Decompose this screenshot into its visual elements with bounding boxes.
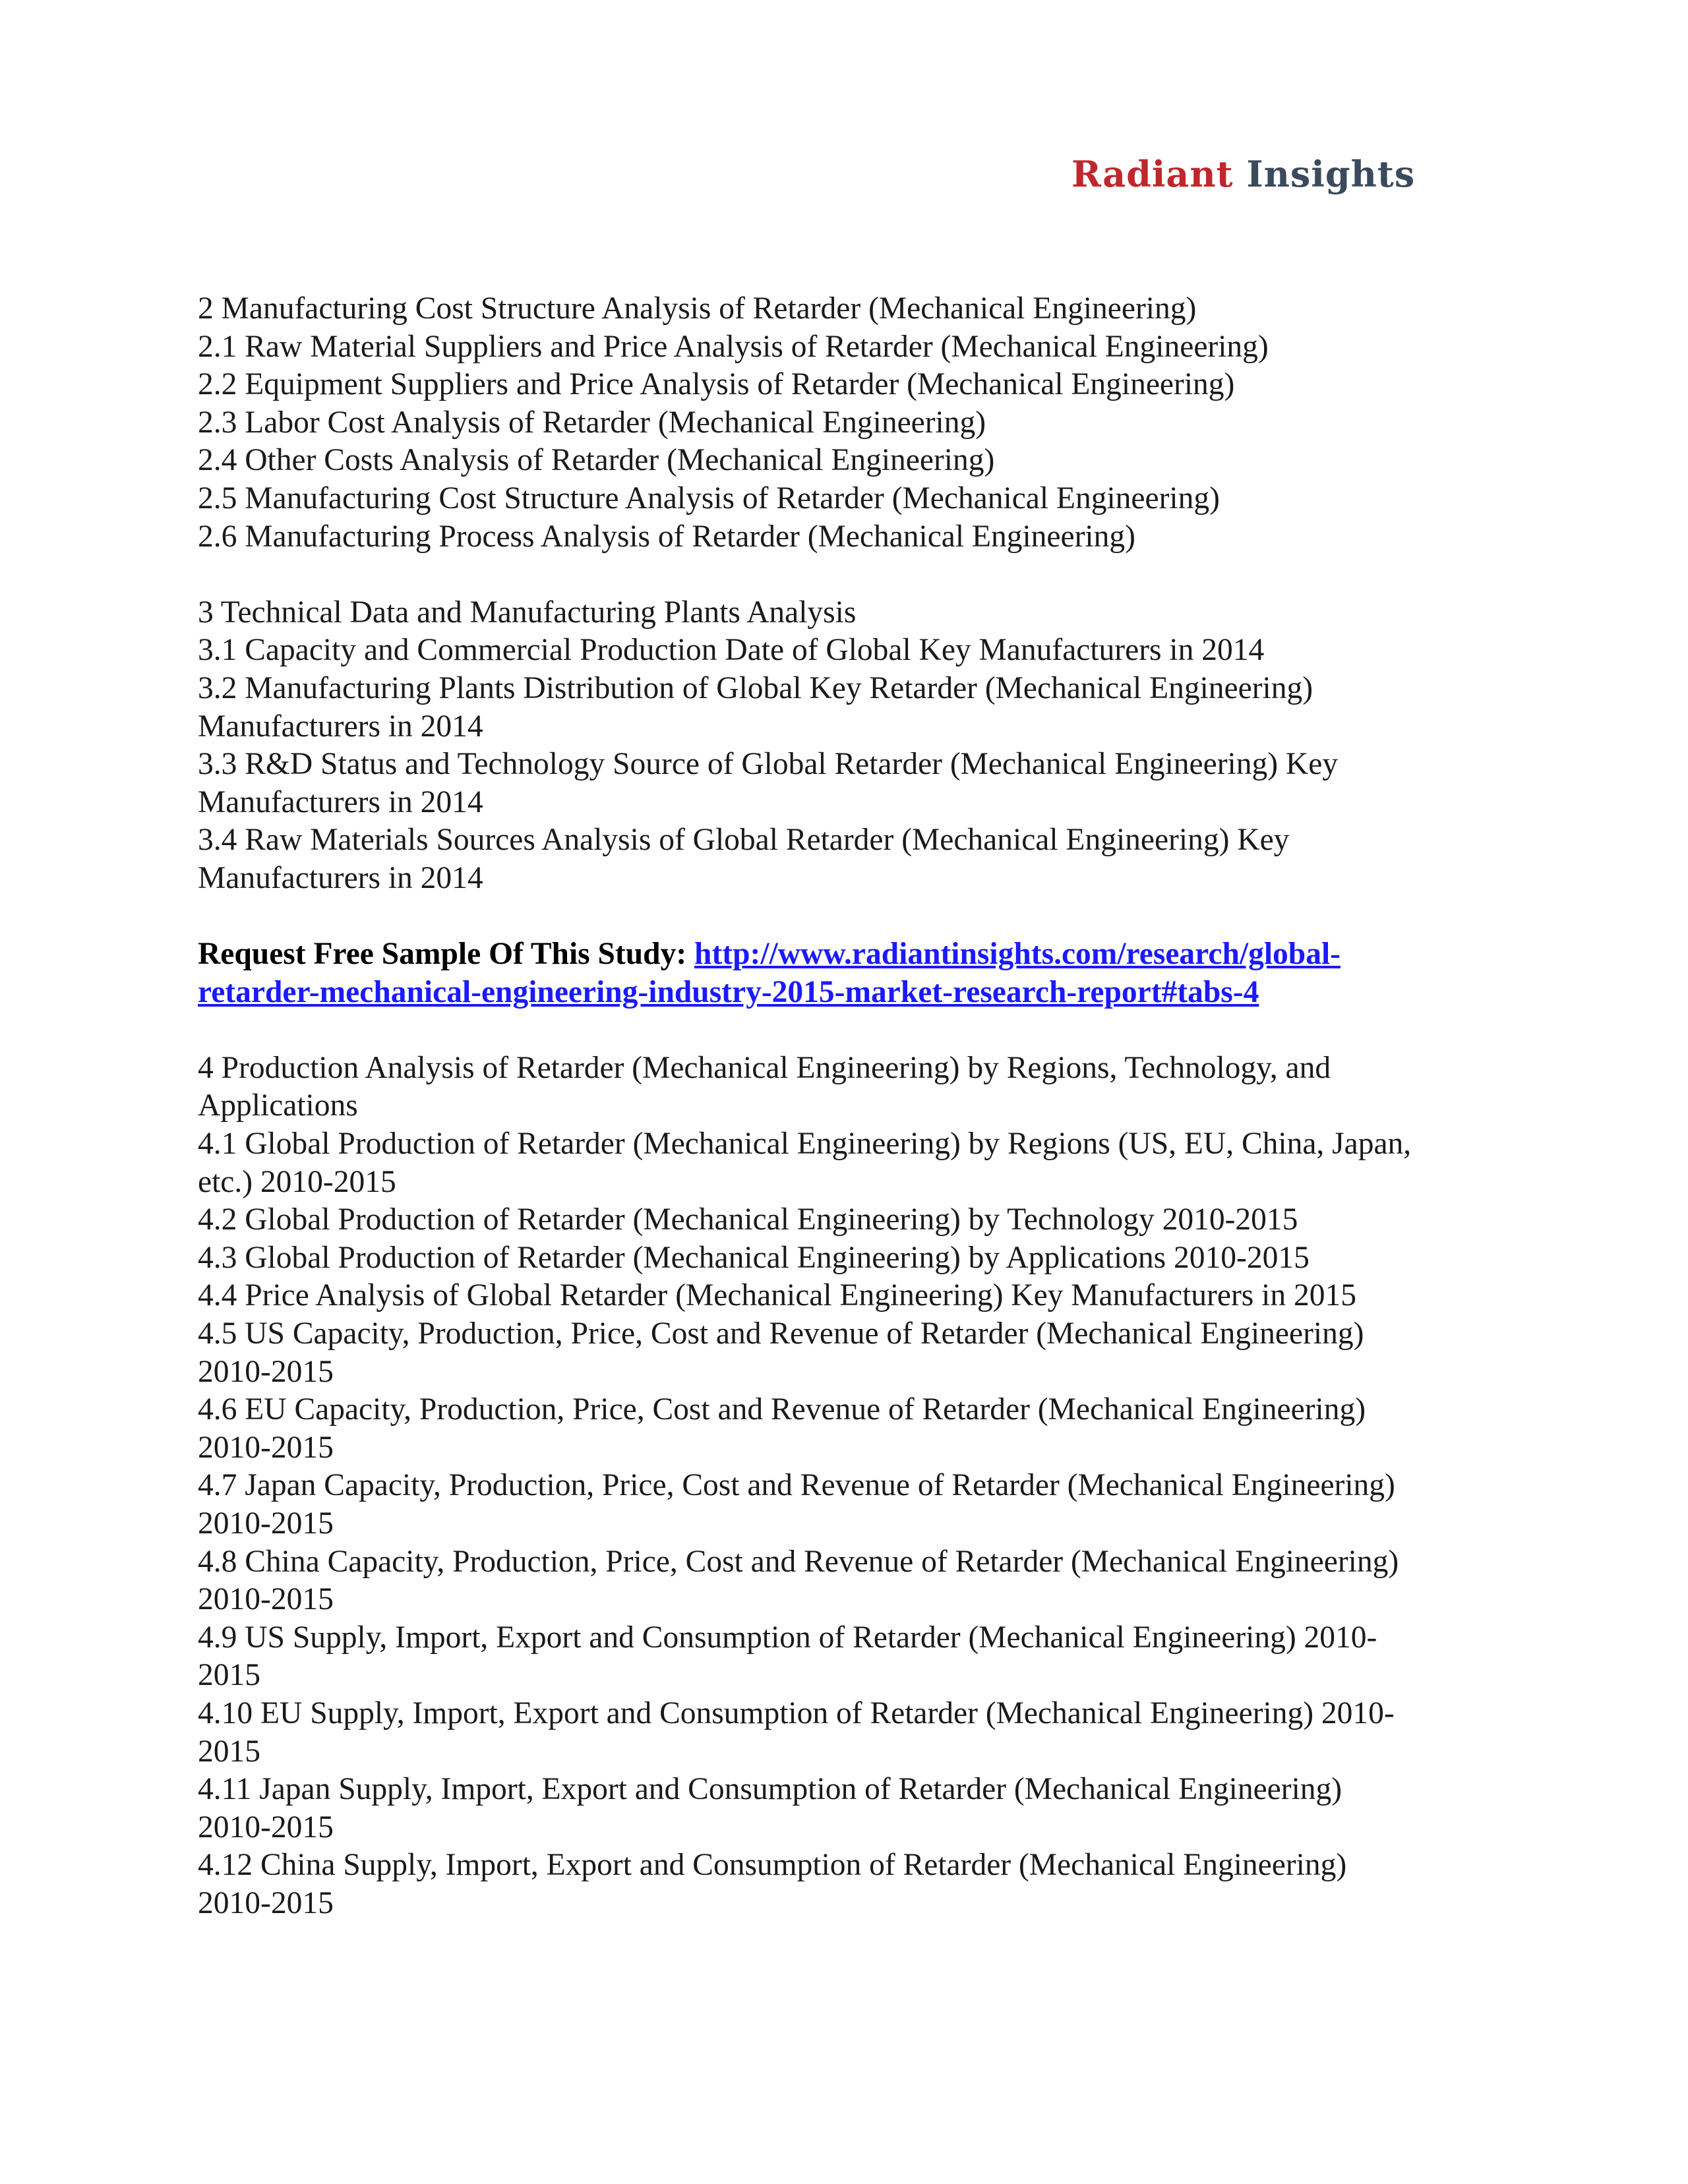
section-3	[198, 594, 1503, 898]
toc-line: Manufacturers in 2014	[198, 784, 483, 819]
section-2	[198, 290, 1503, 556]
toc-line: 3.2 Manufacturing Plants Distribution of Global Key Retarder (Mechanical Engineering)	[198, 670, 1313, 705]
toc-line: 2015	[198, 1734, 260, 1769]
toc-line: 2010-2015	[198, 1506, 334, 1541]
toc-line: Manufacturers in 2014	[198, 709, 483, 744]
toc-line: Manufacturers in 2014	[198, 860, 483, 895]
toc-line: 2.6 Manufacturing Process Analysis of Retarder (Mechanical Engineering)	[198, 519, 1135, 554]
logo-word-radiant: Radiant	[1071, 153, 1234, 195]
section-4	[198, 1049, 1503, 1923]
toc-line: 2.1 Raw Material Suppliers and Price Analysis of Retarder (Mechanical Engineering)	[198, 329, 1269, 364]
request-sample-line-2	[198, 974, 1503, 1012]
radiant-insights-logo	[1071, 153, 1415, 195]
toc-line: 2.5 Manufacturing Cost Structure Analysis of Retarder (Mechanical Engineering)	[198, 481, 1220, 516]
toc-line: 4.7 Japan Capacity, Production, Price, Cost and Revenue of Retarder (Mechanical Engineering)	[198, 1468, 1395, 1503]
request-sample-block	[198, 935, 1503, 1011]
toc-line: 4.3 Global Production of Retarder (Mechanical Engineering) by Applications 2010-2015	[198, 1240, 1310, 1275]
toc-line: 4.10 EU Supply, Import, Export and Consumption of Retarder (Mechanical Engineering) 2010-	[198, 1696, 1395, 1730]
sample-link-part-2[interactable]: retarder-mechanical-engineering-industry-2015-market-research-report#tabs-4	[198, 974, 1259, 1009]
toc-line: 4.9 US Supply, Import, Export and Consumption of Retarder (Mechanical Engineering) 2010-	[198, 1620, 1377, 1655]
document-body	[198, 290, 1503, 1961]
toc-line: 4.12 China Supply, Import, Export and Consumption of Retarder (Mechanical Engineering)	[198, 1848, 1347, 1883]
section-4-heading: 4 Production Analysis of Retarder (Mechanical Engineering) by Regions, Technology, and	[198, 1050, 1331, 1085]
section-2-heading: 2 Manufacturing Cost Structure Analysis of Retarder (Mechanical Engineering)	[198, 291, 1197, 326]
toc-line: 4.2 Global Production of Retarder (Mechanical Engineering) by Technology 2010-2015	[198, 1202, 1298, 1237]
toc-line: 2.2 Equipment Suppliers and Price Analysis of Retarder (Mechanical Engineering)	[198, 367, 1235, 402]
section-3-heading: 3 Technical Data and Manufacturing Plants Analysis	[198, 595, 857, 630]
request-sample-label: Request Free Sample Of This Study:	[198, 937, 695, 972]
toc-line: 4.4 Price Analysis of Global Retarder (Mechanical Engineering) Key Manufacturers in 2015	[198, 1278, 1356, 1313]
toc-line: etc.) 2010-2015	[198, 1164, 396, 1199]
toc-line: 2010-2015	[198, 1810, 334, 1845]
toc-line: 2.4 Other Costs Analysis of Retarder (Mechanical Engineering)	[198, 443, 995, 478]
toc-line: 2010-2015	[198, 1885, 334, 1920]
toc-line: 4.6 EU Capacity, Production, Price, Cost and Revenue of Retarder (Mechanical Engineering)	[198, 1392, 1366, 1427]
toc-line: 3.1 Capacity and Commercial Production Date of Global Key Manufacturers in 2014	[198, 633, 1265, 668]
toc-line: 4.1 Global Production of Retarder (Mechanical Engineering) by Regions (US, EU, China, Japan,	[198, 1127, 1412, 1162]
toc-line: 3.3 R&D Status and Technology Source of Global Retarder (Mechanical Engineering) Key	[198, 747, 1339, 782]
toc-line: 2010-2015	[198, 1430, 334, 1465]
toc-line: 4.11 Japan Supply, Import, Export and Consumption of Retarder (Mechanical Engineering)	[198, 1772, 1342, 1807]
toc-line: 3.4 Raw Materials Sources Analysis of Global Retarder (Mechanical Engineering) Key	[198, 823, 1290, 858]
toc-line: Applications	[198, 1088, 358, 1123]
toc-line: 2.3 Labor Cost Analysis of Retarder (Mechanical Engineering)	[198, 405, 986, 440]
toc-line: 4.5 US Capacity, Production, Price, Cost and Revenue of Retarder (Mechanical Engineering)	[198, 1316, 1364, 1351]
toc-line: 4.8 China Capacity, Production, Price, Cost and Revenue of Retarder (Mechanical Engineering)	[198, 1544, 1399, 1579]
toc-line: 2010-2015	[198, 1582, 334, 1617]
toc-line: 2010-2015	[198, 1354, 334, 1389]
request-sample-line-1	[198, 935, 1503, 974]
toc-line: 2015	[198, 1658, 260, 1693]
logo-word-insights: Insights	[1246, 153, 1416, 195]
sample-link-part-1[interactable]: http://www.radiantinsights.com/research/global-	[694, 937, 1341, 972]
